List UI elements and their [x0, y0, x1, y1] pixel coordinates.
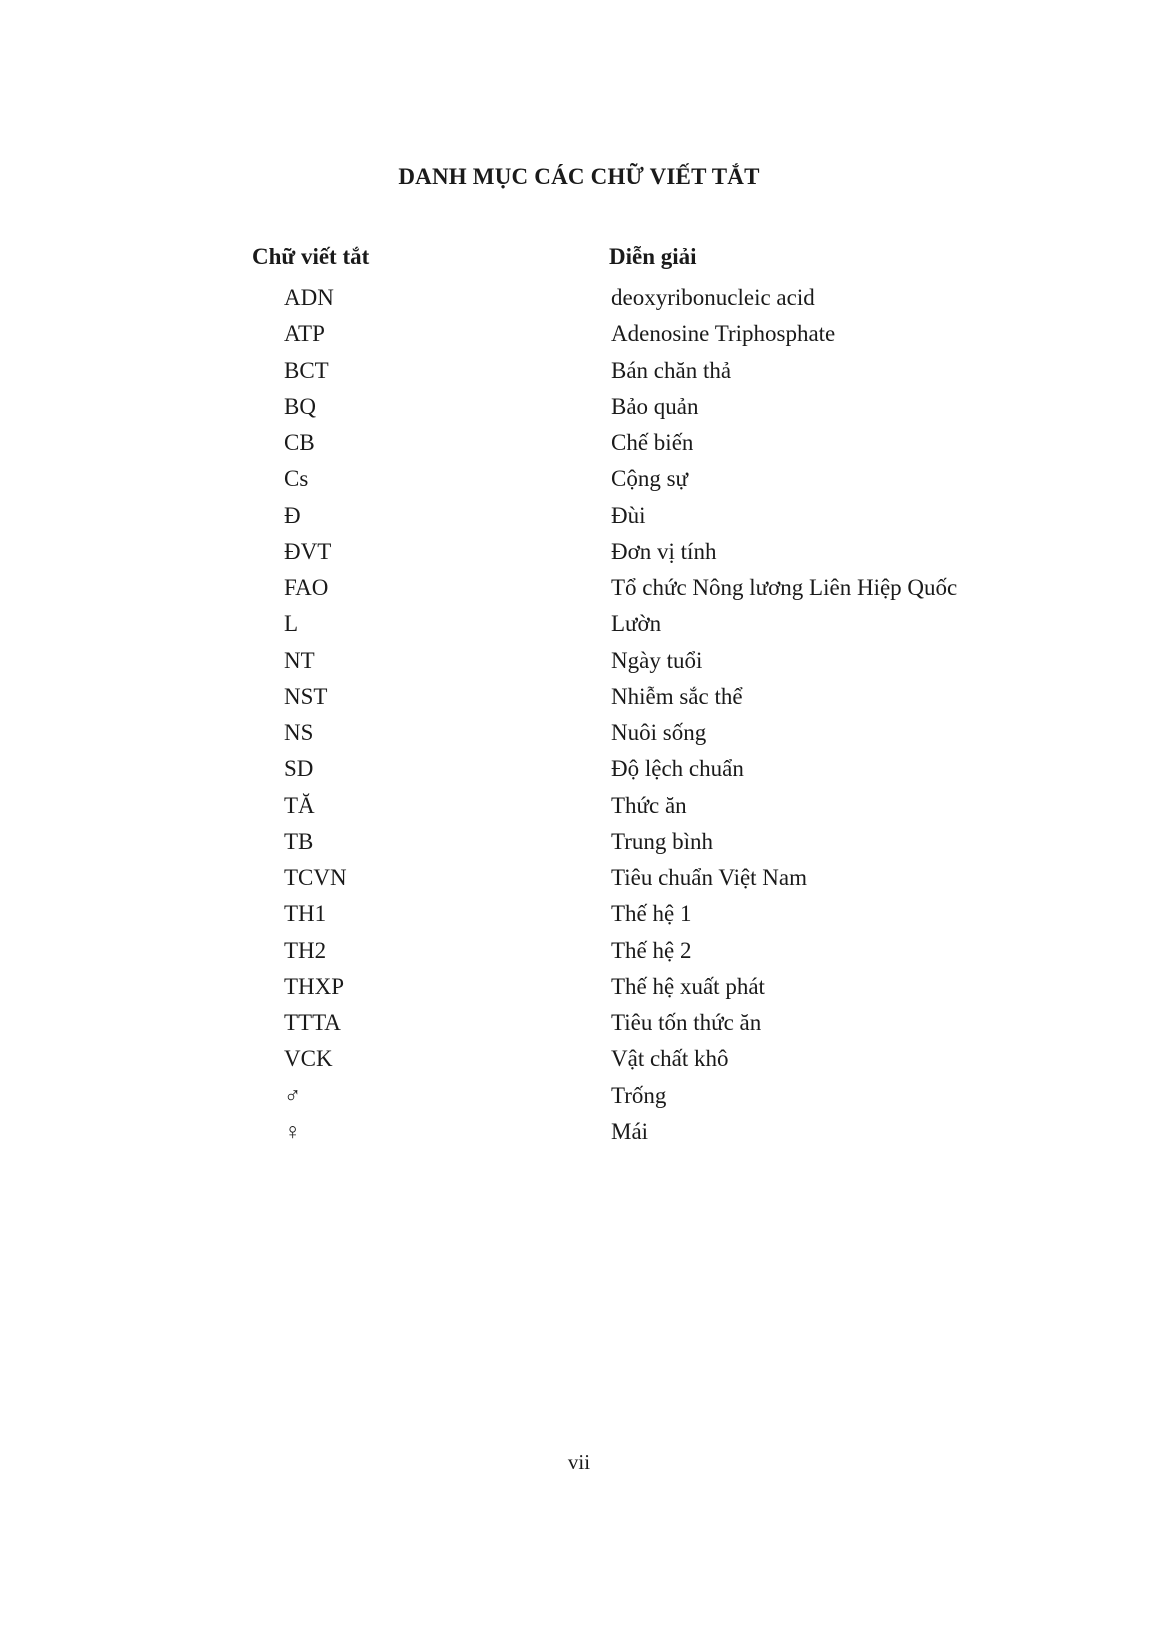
abbreviation: ĐVT — [284, 538, 332, 564]
abbreviation: THXP — [284, 973, 345, 999]
list-item — [0, 715, 1158, 751]
description: Thế hệ 2 — [611, 937, 692, 963]
abbreviation: BQ — [284, 393, 316, 419]
header-description: Diễn giải — [609, 244, 697, 269]
abbreviation: TĂ — [284, 792, 315, 818]
female-symbol-icon: ♀ — [284, 1118, 302, 1144]
abbreviation: TH1 — [284, 901, 327, 927]
description: deoxyribonucleic acid — [611, 285, 815, 310]
header-abbreviation: Chữ viết tắt — [252, 244, 370, 269]
abbreviation: TH2 — [284, 937, 327, 963]
description: Trung bình — [611, 828, 714, 854]
abbreviation: ADN — [284, 285, 334, 310]
list-item — [0, 969, 1158, 1005]
list-item — [0, 353, 1158, 389]
description: Chế biến — [611, 430, 694, 455]
abbreviation: NT — [284, 647, 315, 673]
description: Độ lệch chuẩn — [611, 756, 744, 782]
description: Tổ chức Nông lương Liên Hiệp Quốc — [611, 575, 958, 600]
column-headers — [0, 244, 1158, 274]
description: Mái — [611, 1118, 649, 1144]
list-item — [0, 824, 1158, 860]
description: Nhiễm sắc thể — [611, 683, 743, 709]
page-title: DANH MỤC CÁC CHỮ VIẾT TẮT — [398, 164, 760, 189]
description: Đơn vị tính — [611, 538, 717, 564]
description: Adenosine Triphosphate — [611, 321, 836, 347]
description: Thế hệ xuất phát — [611, 973, 765, 999]
abbreviation: BCT — [284, 357, 329, 383]
abbreviation: NS — [284, 720, 314, 745]
list-item — [0, 316, 1158, 352]
description: Bán chăn thả — [611, 357, 732, 383]
description: Ngày tuổi — [611, 647, 703, 673]
abbreviation: VCK — [284, 1046, 333, 1072]
list-item — [0, 1041, 1158, 1077]
description: Trống — [611, 1082, 667, 1108]
description: Nuôi sống — [611, 720, 707, 745]
page-number: vii — [567, 1450, 591, 1474]
list-item — [0, 606, 1158, 642]
list-item — [0, 788, 1158, 824]
description: Đùi — [611, 502, 646, 528]
description: Vật chất khô — [611, 1046, 729, 1072]
list-item — [0, 933, 1158, 969]
abbreviation-list — [0, 280, 1158, 1150]
list-item — [0, 1005, 1158, 1041]
description: Bảo quản — [611, 393, 699, 419]
description: Lườn — [611, 611, 662, 637]
description: Tiêu chuẩn Việt Nam — [611, 865, 808, 890]
male-symbol-icon: ♂ — [284, 1082, 302, 1108]
abbreviation: Cs — [284, 466, 309, 492]
list-item — [0, 498, 1158, 534]
description: Thức ăn — [611, 792, 687, 818]
abbreviation: SD — [284, 756, 314, 782]
list-item — [0, 461, 1158, 497]
list-item — [0, 425, 1158, 461]
list-item — [0, 679, 1158, 715]
description: Thế hệ 1 — [611, 901, 692, 927]
list-item — [0, 751, 1158, 787]
list-item — [0, 896, 1158, 932]
list-item — [0, 570, 1158, 606]
list-item — [0, 1078, 1158, 1114]
abbreviation: CB — [284, 430, 315, 455]
list-item — [0, 280, 1158, 316]
description: Tiêu tốn thức ăn — [611, 1010, 762, 1035]
list-item — [0, 1114, 1158, 1150]
abbreviation: Đ — [284, 502, 301, 528]
list-item — [0, 643, 1158, 679]
description: Cộng sự — [611, 466, 689, 492]
abbreviation: TB — [284, 828, 314, 854]
list-item — [0, 860, 1158, 896]
abbreviation: L — [284, 611, 299, 637]
abbreviation: TTTA — [284, 1010, 341, 1035]
abbreviation: FAO — [284, 575, 329, 600]
list-item — [0, 389, 1158, 425]
abbreviation: NST — [284, 683, 328, 709]
abbreviation: TCVN — [284, 865, 347, 890]
abbreviation: ATP — [284, 321, 325, 347]
list-item — [0, 534, 1158, 570]
